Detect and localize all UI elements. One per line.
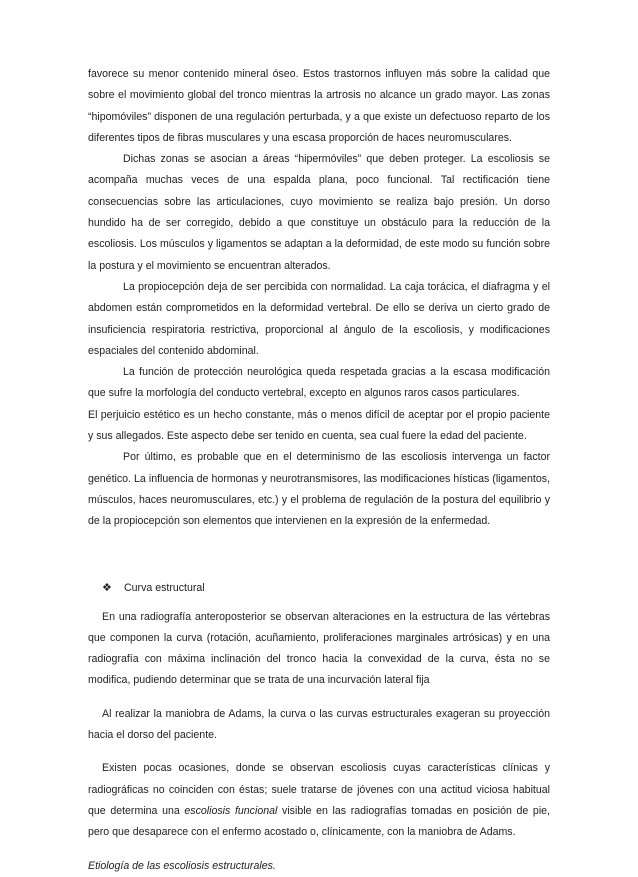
paragraph-hipermoviles: Dichas zonas se asocian a áreas “hipermóviles” que deben proteger. La escoliosis se acompaña muchas veces de una espalda plana, poco funcional. Tal rectificación tiene consecuencias sobre las articulaciones, cuyo movimiento se realiza bajo presión. Un dorso hundido ha de ser corregido, debido a que constituye un obstáculo para la reducción de la escoliosis. Los músculos y ligamentos se adaptan a la deformidad, de este modo su función sobre la postura y el movimiento se encuentran alterados. [88, 153, 550, 272]
section-heading-etiologia: Etiología de las escoliosis estructurales. [88, 859, 276, 872]
paragraph-maniobra-adams: Al realizar la maniobra de Adams, la curva o las curvas estructurales exageran su proyección hacia el dorso del paciente. [88, 707, 550, 742]
bullet-label: Curva estructural [124, 581, 205, 594]
paragraph-factor-genetico: Por último, es probable que en el determinismo de las escoliosis intervenga un factor genético. La influencia de hormonas y neurotransmisores, las modificaciones hísticas (ligamentos, músculos, haces neuromusculares, etc.) y el problema de regulación de la postura del equilibrio y de la propiocepción son elementos que intervienen en la expresión de la enfermedad. [88, 451, 550, 528]
body-text [88, 64, 550, 877]
paragraph-radiografia: En una radiografía anteroposterior se observan alteraciones en la estructura de las vértebras que componen la curva (rotación, acuñamiento, proliferaciones marginales artrósicas) y en una radiografía con máxima inclinación del tronco hacia la convexidad de la curva, ésta no se modifica, pudiendo determinar que se trata de una incurvación lateral fija [88, 610, 550, 687]
paragraph-propiocepcion: La propiocepción deja de ser percibida con normalidad. La caja torácica, el diafragma y el abdomen están comprometidos en la deformidad vertebral. De ello se deriva un cierto grado de insuficiencia respiratoria restrictiva, proporcional al ángulo de la escoliosis, y modificaciones espaciales del contenido abdominal. [88, 280, 550, 357]
paragraph-perjuicio-estetico: El perjuicio estético es un hecho constante, más o menos difícil de aceptar por el propio paciente y sus allegados. Este aspecto debe ser tenido en cuenta, sea cual fuere la edad del paciente. [88, 408, 550, 443]
paragraph-proteccion-neurologica: La función de protección neurológica queda respetada gracias a la escasa modificación que sufre la morfología del conducto vertebral, excepto en algunos raros casos particulares. [88, 366, 550, 400]
paragraph-mineral: favorece su menor contenido mineral óseo. Estos trastornos influyen más sobre la calidad que sobre el movimiento global del tronco mientras la artrosis no alcance un grado mayor. Las zonas “hipomóviles” disponen de una regulación perturbada, y a que existe un defectuoso reparto de los diferentes tipos de fibras musculares y una escasa proporción de haces neuromusculares. [88, 68, 550, 144]
diamond-bullet-icon: ❖ [102, 581, 112, 594]
paragraph-escoliosis-funcional: Existen pocas ocasiones, donde se observan escoliosis cuyas características clínicas y radiográficas no coinciden con éstas; suele tratarse de jóvenes con una actitud viciosa habitual que determina una escoliosis funcional visible en las radiografías tomadas en posición de pie, pero que desaparece con el enfermo acostado o, clínicamente, con la maniobra de Adams. [88, 762, 551, 839]
emphasis-escoliosis-funcional: escoliosis funcional [184, 804, 278, 817]
bullet-curva-estructural [88, 578, 550, 599]
